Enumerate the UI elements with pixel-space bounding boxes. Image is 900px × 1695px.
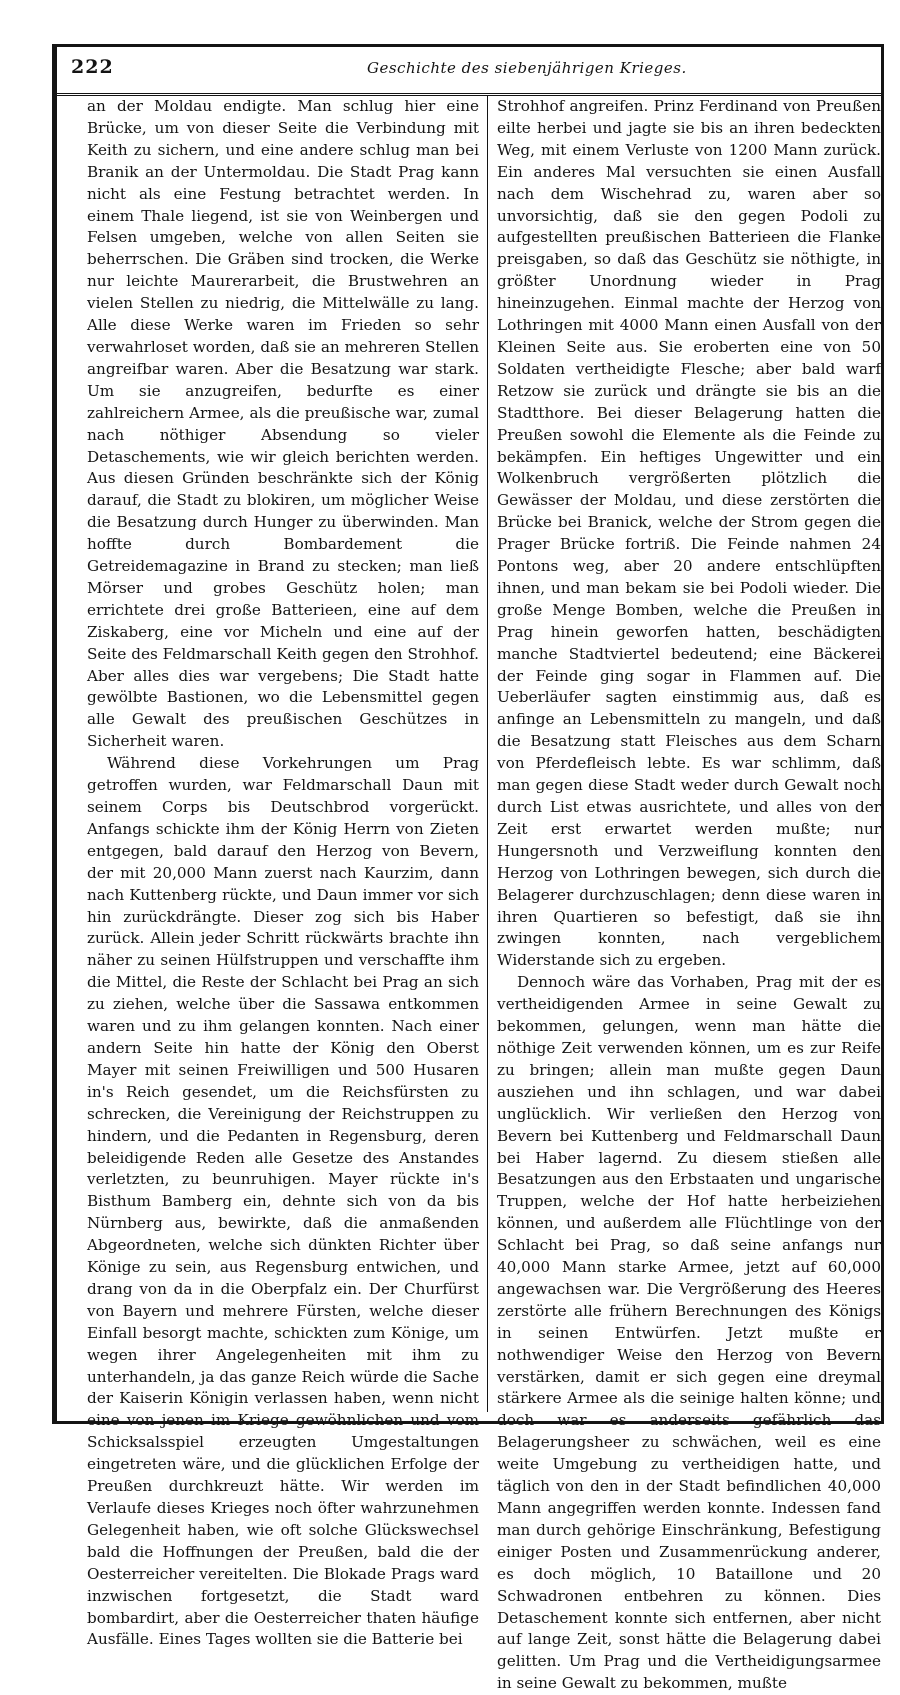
right-column — [497, 96, 881, 1693]
bottom-rule — [52, 1421, 884, 1424]
book-page — [52, 44, 884, 1693]
page-header — [57, 44, 881, 96]
column-divider — [487, 96, 488, 1412]
page-number: 222 — [71, 56, 114, 78]
running-title: Geschichte des siebenjährigen Krieges. — [367, 59, 687, 77]
paragraph: Dennoch wäre das Vorhaben, Prag mit der es vertheidigenden Armee in seine Gewalt zu bekommen, gelungen, wenn man hätte die nöthige Zeit verwenden können, um es zur Reife zu bringen; allein man mußte gegen Daun ausziehen und ihn schlagen, und war dabei unglücklich. Wir verließen den Herzog von Bevern bei Kuttenberg und Feldmarschall Daun bei Haber lagernd. Zu diesem stießen alle Besatzungen aus den Erbstaaten und ungarische Truppen, welche der Hof hatte herbeiziehen können, und außerdem alle Flüchtlinge von der Schlacht bei Prag, so daß seine anfangs nur 40,000 Mann starke Armee, jetzt auf 60,000 angewachsen war. Die Vergrößerung des Heeres zerstörte alle frühern Berechnungen des Königs in seinen Entwürfen. Jetzt mußte er nothwendiger Weise den Herzog von Bevern verstärken, damit er sich gegen eine dreymal stärkere Armee als die seinige halten könne; und doch war es anderseits gefährlich das Belagerungsheer zu schwächen, weil es eine weite Umgebung zu vertheidigen hatte, und täglich von den in der Stadt befindlichen 40,000 Mann angegriffen werden konnte. Indessen fand man durch gehörige Einschränkung, Befestigung einiger Posten und Zusammenrückung anderer, es doch möglich, 10 Bataillone und 20 Schwadronen entbehren zu können. Dies Detaschement konnte sich entfernen, aber nicht auf lange Zeit, sonst hätte die Belagerung dabei gelitten. Um Prag und die Vertheidigungsarmee in seine Gewalt zu bekommen, mußte — [497, 973, 881, 1693]
paragraph: an der Moldau endigte. Man schlug hier eine Brücke, um von dieser Seite die Verbindung mit Keith zu sichern, und eine andere schlug man bei Branik an der Untermoldau. Die Stadt Prag kann nicht als eine Festung betrachtet werden. In einem Thale liegend, ist sie von Weinbergen und Felsen umgeben, welche von allen Seiten sie beherrschen. Die Gräben sind trocken, die Werke nur leichte Maurerarbeit, die Brustwehren an vielen Stellen zu niedrig, die Mittelwälle zu lang. Alle diese Werke waren im Frieden so sehr verwahrloset worden, daß sie an mehreren Stellen angreifbar waren. Aber die Besatzung war stark. Um sie anzugreifen, bedurfte es einer zahlreichern Armee, als die preußische war, zumal nach nöthiger Absendung so vieler Detaschements, wie wir gleich berichten werden. Aus diesen Gründen beschränkte sich der König darauf, die Stadt zu blokiren, um möglicher Weise die Besatzung durch Hunger zu überwinden. Man hoffte durch Bombardement die Getreidemagazine in Brand zu stecken; man ließ Mörser und grobes Geschütz holen; man errichtete drei große Batterieen, eine auf dem Ziskaberg, eine vor Micheln und eine auf der Seite des Feldmarschall Keith gegen den Strohhof. Aber alles dies war vergebens; Die Stadt hatte gewölbte Bastionen, wo die Lebensmittel gegen alle Gewalt des preußischen Geschützes in Sicherheit waren. — [87, 97, 479, 751]
left-column — [87, 96, 479, 1649]
paragraph: Strohhof angreifen. Prinz Ferdinand von Preußen eilte herbei und jagte sie bis an ihren bedeckten Weg, mit einem Verluste von 1200 Mann zurück. Ein anderes Mal versuchten sie einen Ausfall nach dem Wischehrad zu, waren aber so unvorsichtig, daß sie den gegen Podoli zu aufgestellten preußischen Batterieen die Flanke preisgaben, so daß das Geschütz sie nöthigte, in größter Unordnung wieder in Prag hineinzugehen. Einmal machte der Herzog von Lothringen mit 4000 Mann einen Ausfall von der Kleinen Seite aus. Sie eroberten eine von 50 Soldaten vertheidigte Flesche; aber bald warf Retzow sie zurück und drängte sie bis an die Stadtthore. Bei dieser Belagerung hatten die Preußen sowohl die Elemente als die Feinde zu bekämpfen. Ein heftiges Ungewitter und ein Wolkenbruch vergrößerten plötzlich die Gewässer der Moldau, und diese zerstörten die Brücke bei Branick, welche der Strom gegen die Prager Brücke fortriß. Die Feinde nahmen 24 Pontons weg, aber 20 andere entschlüpften ihnen, und man bekam sie bei Podoli wieder. Die große Menge Bomben, welche die Preußen in Prag hinein geworfen hatten, beschädigten manche Stadtviertel bedeutend; eine Bäckerei der Feinde ging sogar in Flammen auf. Die Ueberläufer sagten einstimmig aus, daß es anfinge an Lebensmitteln zu mangeln, und daß die Besatzung statt Fleisches aus dem Scharn von Pferdefleisch lebte. Es war schlimm, daß man gegen diese Stadt weder durch Gewalt noch durch List etwas ausrichtete, und alles von der Zeit erst erwartet werden mußte; nur Hungersnoth und Verzweiflung konnten den Herzog von Lothringen bewegen, sich durch die Belagerer durchzuschlagen; denn diese waren in ihren Quartieren so befestigt, daß sie ihn zwingen konnten, nach vergeblichem Widerstande sich zu ergeben. — [497, 97, 881, 970]
paragraph: Während diese Vorkehrungen um Prag getroffen wurden, war Feldmarschall Daun mit seinem Corps bis Deutschbrod vorgerückt. Anfangs schickte ihm der König Herrn von Zieten entgegen, bald darauf den Herzog von Bevern, der mit 20,000 Mann zuerst nach Kaurzim, dann nach Kuttenberg rückte, und Daun immer vor sich hin zurückdrängte. Dieser zog sich bis Haber zurück. Allein jeder Schritt rückwärts brachte ihn näher zu seinen Hülfstruppen und verschaffte ihm die Mittel, die Reste der Schlacht bei Prag an sich zu ziehen, welche über die Sassawa entkommen waren und zu ihm gelangen konnten. Nach einer andern Seite hin hatte der König den Oberst Mayer mit seinen Freiwilligen und 500 Husaren in's Reich gesendet, um die Reichsfürsten zu schrecken, die Vereinigung der Reichstruppen zu hindern, und die Pedanten in Regensburg, deren beleidigende Reden alle Gesetze des Anstandes verletzten, zu beunruhigen. Mayer rückte in's Bisthum Bamberg ein, dehnte sich von da bis Nürnberg aus, bewirkte, daß die anmaßenden Abgeordneten, welche sich dünkten Richter über Könige zu sein, aus Regensburg entwichen, und drang von da in die Oberpfalz ein. Der Churfürst von Bayern und mehrere Fürsten, welche dieser Einfall besorgt machte, schickten zum Könige, um wegen ihrer Angelegenheiten mit ihm zu unterhandeln, ja das ganze Reich würde die Sache der Kaiserin Königin verlassen haben, wenn nicht eine von jenen im Kriege gewöhnlichen und vom Schicksalsspiel erzeugten Umgestaltungen eingetreten wäre, und die glücklichen Erfolge der Preußen durchkreuzt hätte. Wir werden im Verlaufe dieses Krieges noch öfter wahrzunehmen Gelegenheit haben, wie oft solche Glückswechsel bald die Hoffnungen der Preußen, bald die der Oesterreicher vereitelten. Die Blokade Prags ward inzwischen fortgesetzt, die Stadt ward bombardirt, aber die Oesterreicher thaten häufige Ausfälle. Eines Tages wollten sie die Batterie bei — [87, 754, 479, 1649]
